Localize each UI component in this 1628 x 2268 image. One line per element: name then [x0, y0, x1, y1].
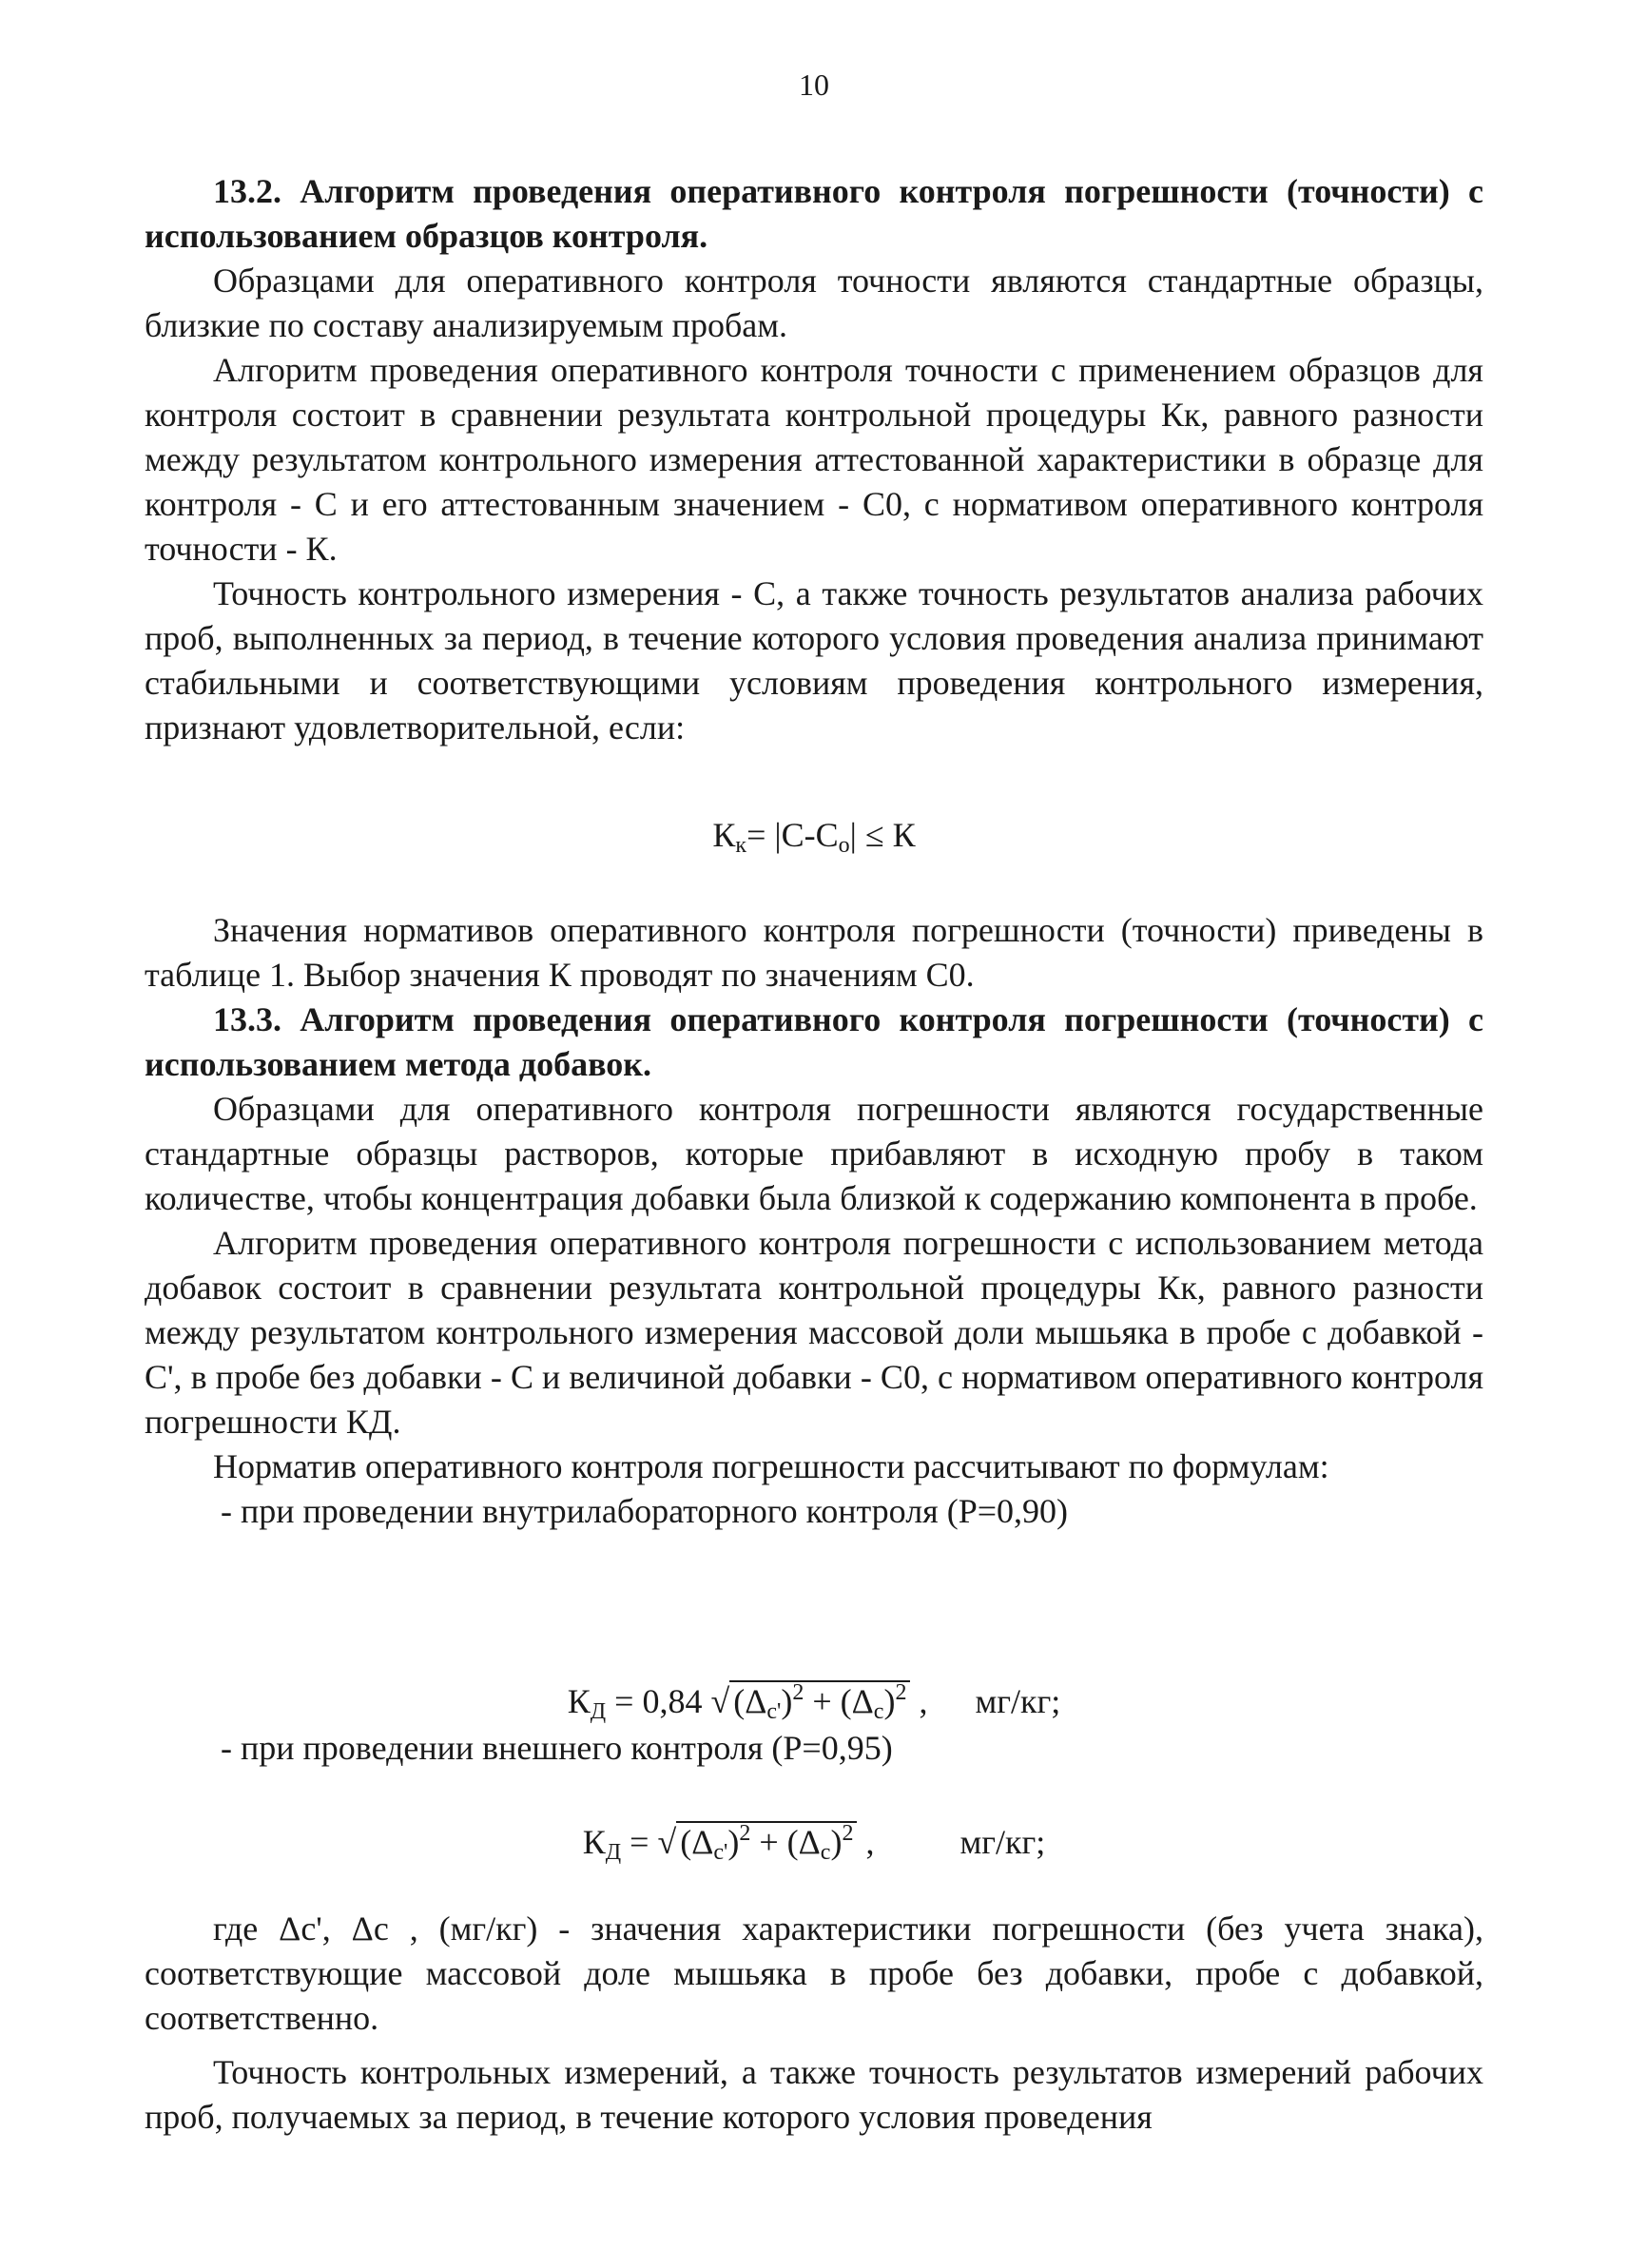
- paragraph: Точность контрольных измерений, а также точность результатов измерений рабочих проб, получаемых за период, в течение которого условия проведения: [145, 2053, 1483, 2136]
- paragraph: Алгоритм проведения оперативного контроля погрешности с использованием метода добавок состоит в сравнении результата контрольной процедуры Кк, равного разности между результатом контрольного измерения массовой доли мышьяка в пробе с добавкой - С', в пробе без добавки - С и величиной добавки - С0, с нормативом оперативного контроля погрешности КД.: [145, 1224, 1483, 1441]
- paragraph: Точность контрольного измерения - С, а также точность результатов анализа рабочих проб, выполненных за период, в течение которого условия проведения анализа принимают стабильными и соответствующими условиям проведения контрольного измерения, признают удовлетворительной, если:: [145, 574, 1483, 746]
- paragraph: где Δc', Δc , (мг/кг) - значения характеристики погрешности (без учета знака), соответствующие массовой доле мышьяка в пробе без добавки, пробе с добавкой, соответственно.: [145, 1909, 1483, 2037]
- formula-kk: $К_к= |С-С_о| \le К$: [712, 816, 916, 858]
- page-number: 10: [799, 68, 829, 102]
- formula-kd-internal: $К_Д = 0,84$ √ $(\Delta_{c'})^2 + (\Delta_c)^2$ , мг/кг;: [567, 1680, 1061, 1724]
- closing-block: [145, 1907, 1483, 2140]
- section-13-3-heading: 13.3. Алгоритм проведения оперативного контроля погрешности (точности) с использованием метода добавок.: [145, 1000, 1483, 1083]
- paragraph: Алгоритм проведения оперативного контроля точности с применением образцов для контроля состоит в сравнении результата контрольной процедуры Кк, равного разности между результатом контрольного измерения аттестованной характеристики в образце для контроля - С и его аттестованным значением - С0, с нормативом оперативного контроля точности - К.: [145, 351, 1483, 568]
- section-13-2: [145, 169, 1483, 750]
- list-item: - при проведении внешнего контроля (Р=0,95): [221, 1729, 893, 1767]
- paragraph: Образцами для оперативного контроля точности являются стандартные образцы, близкие по составу анализируемым пробам.: [145, 262, 1483, 344]
- section-13-2-heading: 13.2. Алгоритм проведения оперативного контроля погрешности (точности) с использованием образцов контроля.: [145, 172, 1483, 255]
- paragraph: Образцами для оперативного контроля погрешности являются государственные стандартные образцы растворов, которые прибавляют в исходную пробу в таком количестве, чтобы концентрация добавки была близкой к содержанию компонента в пробе.: [145, 1090, 1483, 1217]
- list-item: - при проведении внутрилабораторного контроля (Р=0,90): [221, 1492, 1069, 1530]
- list-item-2-block: [145, 1726, 1483, 1771]
- formula-kd-external: $К_Д$ = √ $(\Delta_{c'})^2 + (\Delta_c)^2$ , мг/кг;: [582, 1821, 1046, 1865]
- paragraph: Значения нормативов оперативного контроля погрешности (точности) приведены в таблице 1. Выбор значения К проводят по значениям С0.: [145, 911, 1483, 994]
- paragraph: Норматив оперативного контроля погрешности рассчитывают по формулам:: [213, 1447, 1329, 1485]
- section-13-3: [145, 908, 1483, 1534]
